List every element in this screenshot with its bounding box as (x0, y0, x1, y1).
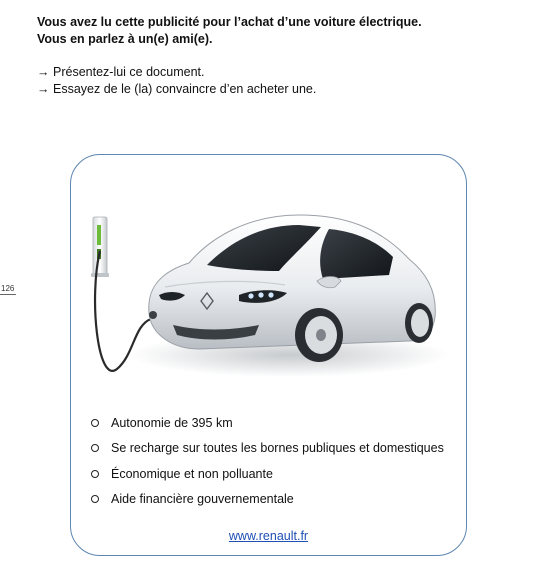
feature-item (91, 436, 444, 462)
arrow-right-icon: → (37, 82, 50, 96)
feature-text: Économique et non polluante (111, 466, 273, 481)
feature-list (91, 410, 444, 512)
task-item (37, 81, 537, 98)
feature-item (91, 487, 444, 513)
circle-bullet-icon (91, 470, 99, 478)
arrow-right-icon: → (37, 65, 50, 79)
circle-bullet-icon (91, 419, 99, 427)
feature-item (91, 410, 444, 436)
website-link[interactable]: www.renault.fr (228, 529, 309, 543)
instruction-heading-line-2: Vous en parlez à un(e) ami(e). (37, 32, 213, 46)
advertisement-card (70, 154, 467, 556)
instructions (37, 14, 537, 98)
electric-car-icon (149, 215, 436, 362)
feature-text: Se recharge sur toutes les bornes publiques et domestiques (111, 441, 444, 456)
task-text: Présentez-lui ce document. (53, 65, 205, 79)
feature-item (91, 461, 444, 487)
instruction-heading-line-1: Vous avez lu cette publicité pour l’achat d’une voiture électrique. (37, 15, 422, 29)
page-number: 126 (1, 284, 15, 293)
circle-bullet-icon (91, 444, 99, 452)
task-text: Essayez de le (la) convaincre d’en acheter une. (53, 82, 317, 96)
feature-text: Autonomie de 395 km (111, 415, 233, 430)
electric-car-charging-illustration (89, 185, 449, 385)
task-list (37, 64, 537, 98)
circle-bullet-icon (91, 495, 99, 503)
feature-text: Aide financière gouvernementale (111, 492, 294, 507)
task-item (37, 64, 537, 81)
